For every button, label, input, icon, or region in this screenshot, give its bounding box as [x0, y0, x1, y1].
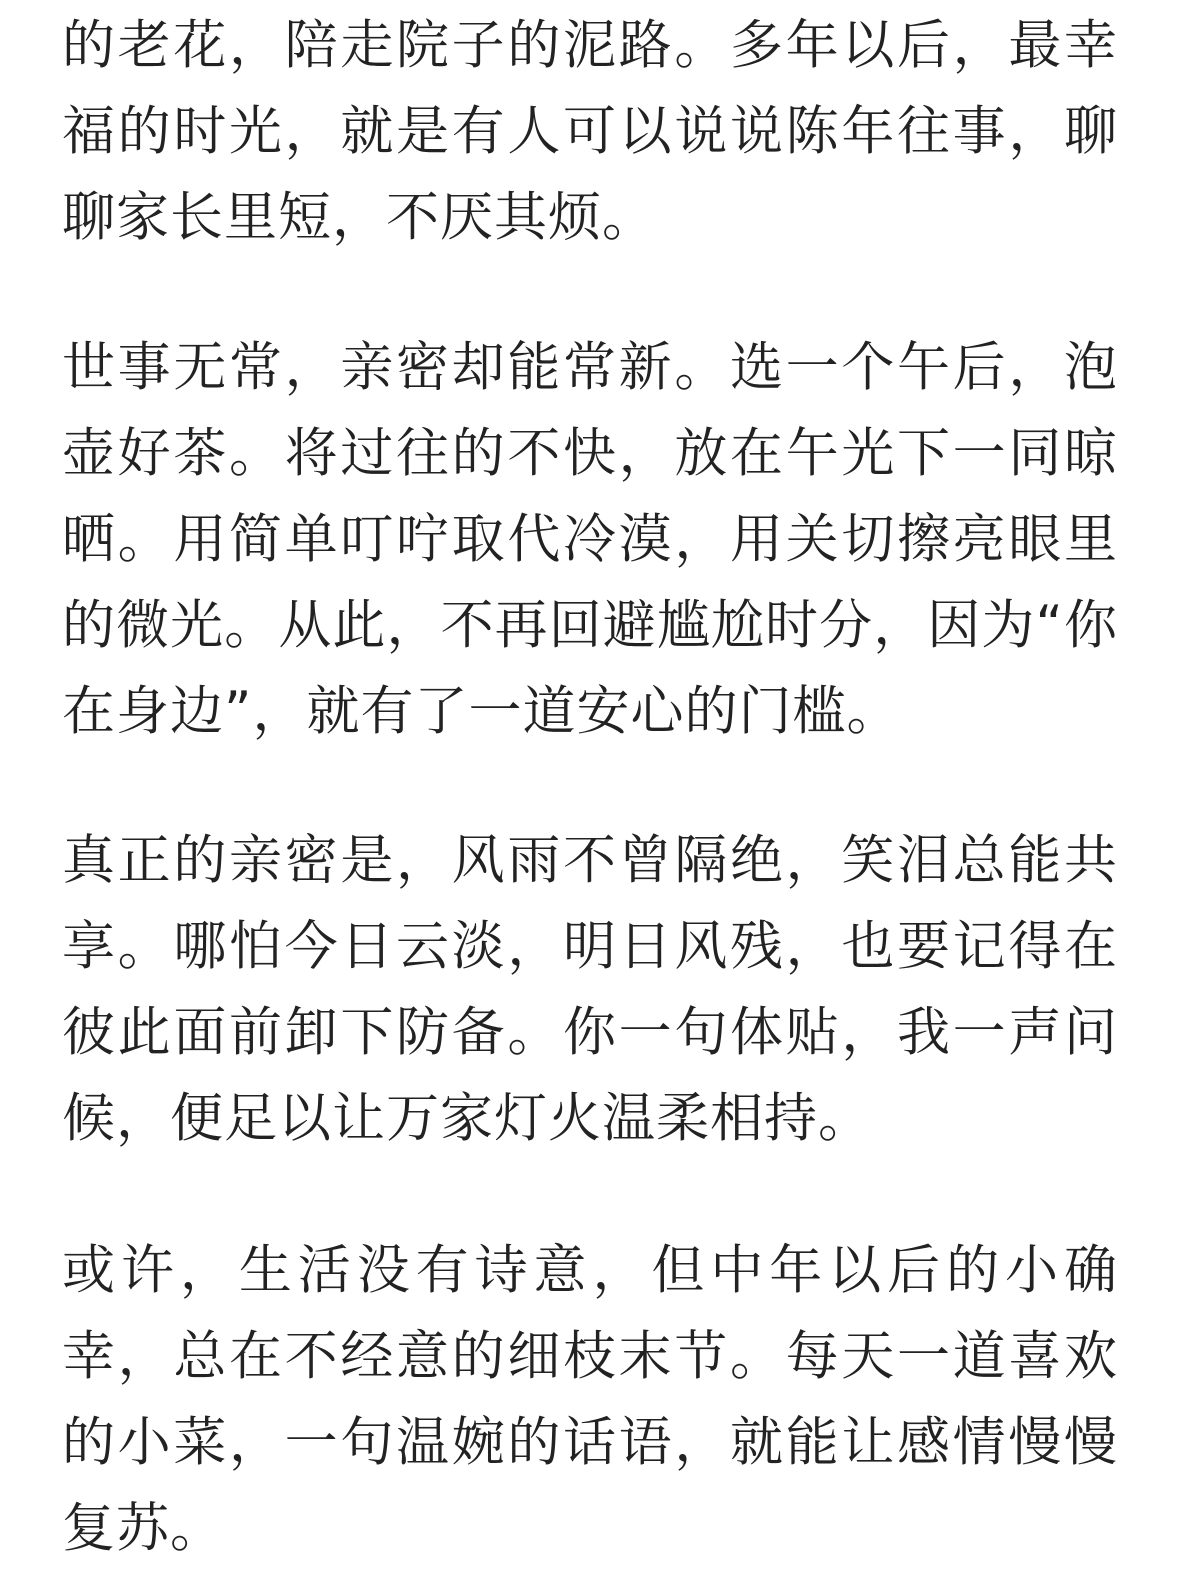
paragraph-3: 真正的亲密是，风雨不曾隔绝，笑泪总能共享。哪怕今日云淡，明日风残，也要记得在彼此面前卸下防备。你一句体贴，我一声问候，便足以让万家灯火温柔相持。: [62, 830, 1118, 1149]
paragraph-1: 的老花，陪走院子的泥路。多年以后，最幸福的时光，就是有人可以说说陈年往事，聊聊家长里短，不厌其烦。: [62, 15, 1118, 248]
paragraph-4: 或许，生活没有诗意，但中年以后的小确幸，总在不经意的细枝末节。每天一道喜欢的小菜，一句温婉的话语，就能让感情慢慢复苏。: [62, 1240, 1118, 1559]
paragraph-2: 世事无常，亲密却能常新。选一个午后，泡壶好茶。将过往的不快，放在午光下一同晾晒。用简单叮咛取代冷漠，用关切擦亮眼里的微光。从此，不再回避尴尬时分，因为“你在身边”，就有了一道安心的门槛。: [62, 337, 1118, 742]
